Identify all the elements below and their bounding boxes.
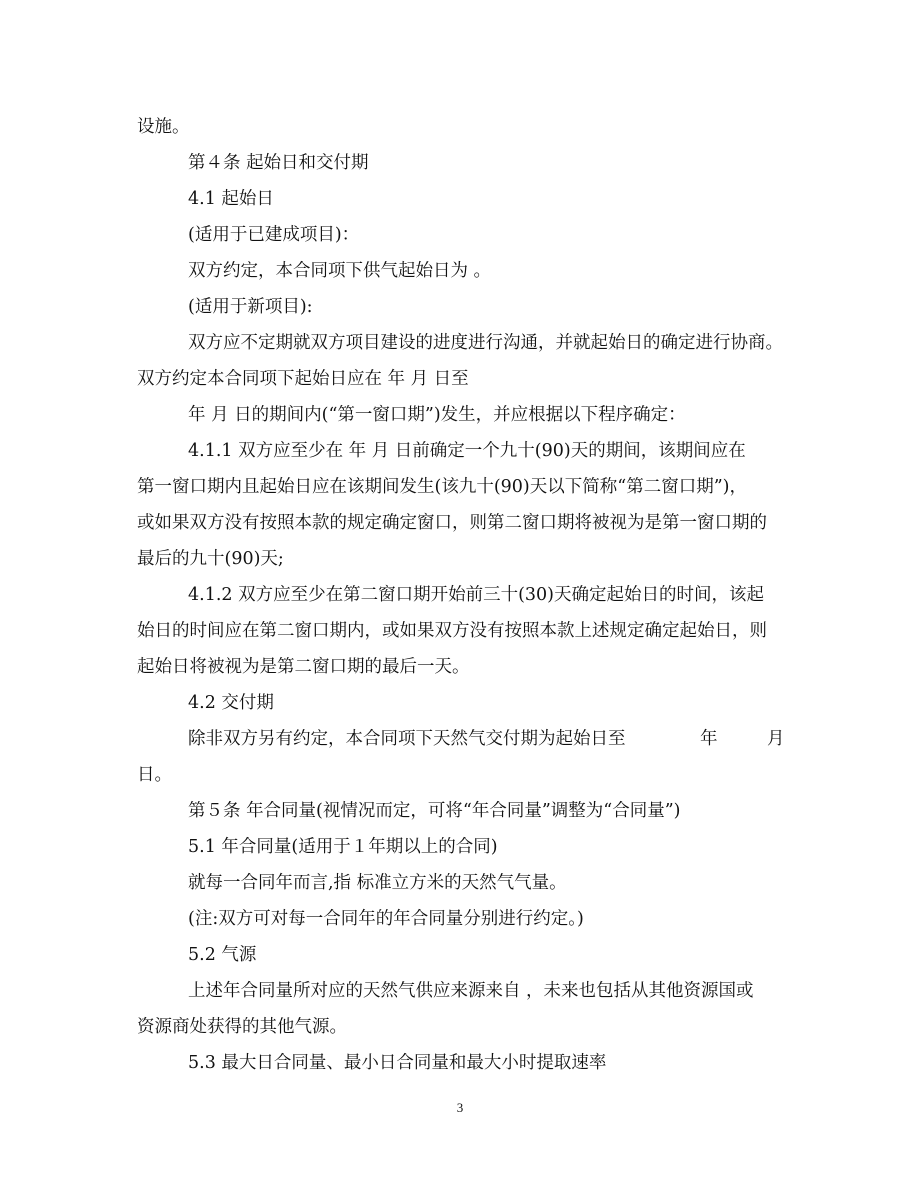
paragraph-line: 起始日将被视为是第二窗口期的最后一天。 [137,657,470,677]
section-4-1-heading: 4.1 起始日 [188,189,274,209]
paragraph-line: 年 月 日的期间内(“第一窗口期”)发生，并应根据以下程序确定： [188,405,686,425]
paragraph-line: 双方约定，本合同项下供气起始日为 。 [188,261,492,281]
article-4-heading: 第４条 起始日和交付期 [188,153,369,173]
section-5-3-heading: 5.3 最大日合同量、最小日合同量和最大小时提取速率 [188,1053,607,1073]
paragraph-line: 双方约定本合同项下起始日应在 年 月 日至 [137,369,469,389]
paragraph-line: 最后的九十(90)天; [137,549,284,569]
paragraph-line: 或如果双方没有按照本款的规定确定窗口，则第二窗口期将被视为是第一窗口期的 [137,513,767,533]
paragraph-line: 上述年合同量所对应的天然气供应来源来自 ，未来也包括从其他资源国或 [188,981,754,1001]
section-4-2-heading: 4.2 交付期 [188,693,274,713]
year-label: 年 [700,729,718,749]
clause-4-1-1-line: 4.1.1 双方应至少在 年 月 日前确定一个九十(90)天的期间，该期间应在 [188,441,746,461]
paragraph-line: 日。 [137,765,172,785]
section-5-2-heading: 5.2 气源 [188,945,257,965]
paragraph-line: 双方应不定期就双方项目建设的进度进行沟通，并就起始日的确定进行协商。 [188,333,783,353]
clause-4-1-2-line: 4.1.2 双方应至少在第二窗口期开始前三十(30)天确定起始日的时间，该起 [188,585,765,605]
paragraph-line: 始日的时间应在第二窗口期内，或如果双方没有按照本款上述规定确定起始日，则 [137,621,767,641]
paragraph-line: 设施。 [137,117,190,137]
month-label: 月 [767,729,785,749]
article-5-heading: 第５条 年合同量(视情况而定，可将“年合同量”调整为“合同量”) [188,801,681,821]
page-number: 3 [456,1100,464,1115]
section-5-1-heading: 5.1 年合同量(适用于１年期以上的合同) [188,837,498,857]
paragraph-line: 资源商处获得的其他气源。 [137,1017,347,1037]
paragraph-line: 第一窗口期内且起始日应在该期间发生(该九十(90)天以下简称“第二窗口期”)， [137,477,747,497]
paragraph-line: 就每一合同年而言,指 标准立方米的天然气气量。 [188,873,567,893]
note-line: (注:双方可对每一合同年的年合同量分别进行约定。) [188,909,584,929]
paragraph-line: (适用于已建成项目)： [188,225,360,245]
paragraph-segment: 除非双方另有约定，本合同项下天然气交付期为起始日至 [188,729,626,749]
paragraph-line: (适用于新项目): [188,297,313,317]
